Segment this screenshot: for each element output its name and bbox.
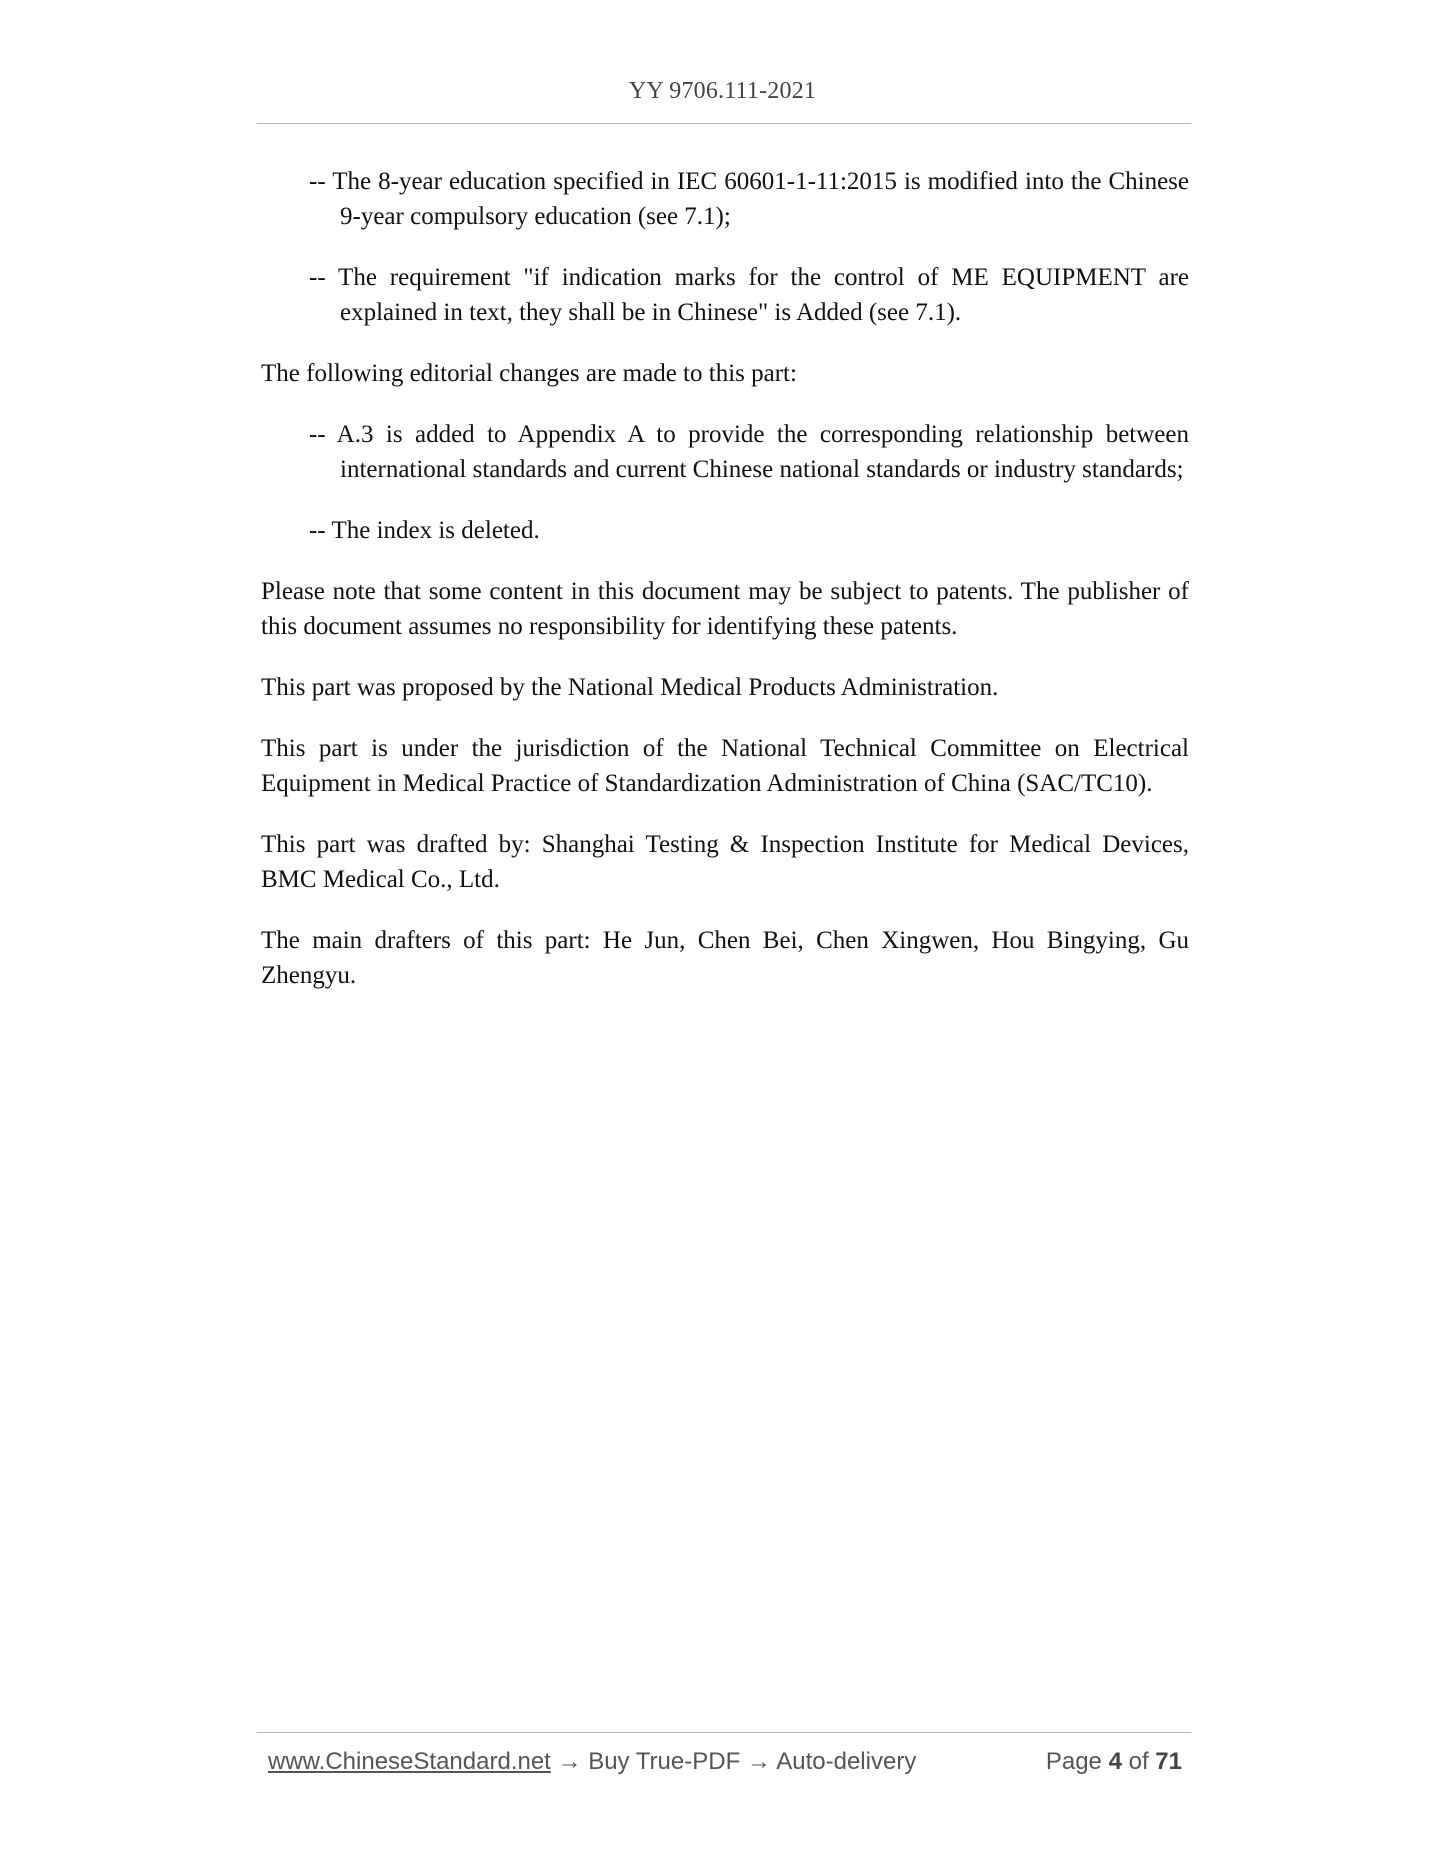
footer [268, 1748, 1182, 1782]
arrow-right-icon: → [557, 1748, 582, 1775]
list-item: -- A.3 is added to Appendix A to provide the corresponding relationship between international standards and current Chinese national standards or industry standards; [309, 421, 1189, 483]
paragraph: Please note that some content in this document may be subject to patents. The publisher of this document assumes no responsibility for identifying these patents. [261, 578, 1189, 640]
list-item: -- The 8-year education specified in IEC 60601-1-11:2015 is modified into the Chinese 9-year compulsory education (see 7.1); [309, 168, 1189, 230]
arrow-right-icon: → [746, 1748, 771, 1775]
page-indicator [1046, 1748, 1182, 1776]
paragraph: The following editorial changes are made to this part: [261, 360, 797, 387]
page-number: 4 [1108, 1748, 1122, 1775]
page-label: Page [1045, 1748, 1102, 1775]
paragraph: This part was drafted by: Shanghai Testing & Inspection Institute for Medical Devices, BMC Medical Co., Ltd. [261, 831, 1189, 893]
list-item: -- The index is deleted. [309, 517, 540, 544]
total-pages: 71 [1155, 1748, 1182, 1775]
paragraph: This part is under the jurisdiction of the National Technical Committee on Electrical Equipment in Medical Practice of Standardization Administration of China (SAC/TC10). [261, 735, 1189, 797]
header-divider [257, 123, 1191, 124]
header-title: YY 9706.111-2021 [628, 78, 817, 104]
document-body [261, 164, 1189, 1019]
buy-text: Buy True-PDF [588, 1748, 741, 1775]
delivery-text: Auto-delivery [776, 1748, 917, 1775]
of-label: of [1128, 1748, 1149, 1775]
list-item: -- The requirement "if indication marks for the control of ME EQUIPMENT are explained in text, they shall be in Chinese" is Added (see 7.1). [309, 264, 1189, 326]
footer-divider [257, 1732, 1191, 1733]
footer-links [268, 1748, 916, 1776]
paragraph: The main drafters of this part: He Jun, Chen Bei, Chen Xingwen, Hou Bingying, Gu Zhengyu. [261, 927, 1189, 989]
website-link[interactable]: www.ChineseStandard.net [268, 1748, 551, 1775]
paragraph: This part was proposed by the National Medical Products Administration. [261, 674, 999, 701]
